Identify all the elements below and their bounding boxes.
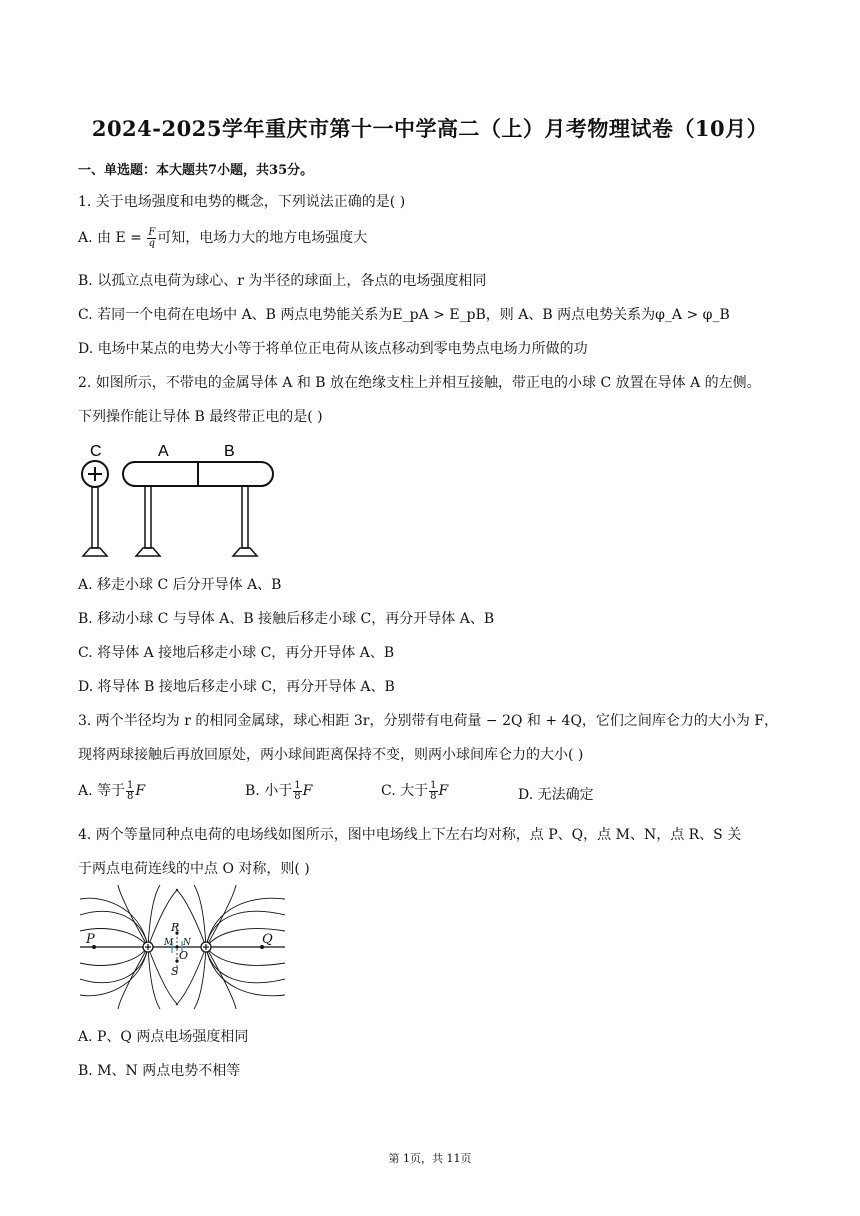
stand-b: [233, 486, 257, 556]
q3-c-frac-den: 8: [430, 790, 437, 802]
q4-option-a: A. P、Q 两点电场强度相同: [78, 1029, 249, 1045]
fig-label-b: B: [224, 443, 235, 460]
fig-label-a: A: [158, 443, 169, 460]
section-heading: 一、单选题：本大题共7小题，共35分。: [78, 163, 314, 178]
q3-a-frac-num: 1: [127, 779, 134, 791]
q4-stem-line2: 于两点电荷连线的中点 O 对称，则( ): [78, 861, 310, 877]
label-s: S: [171, 965, 179, 978]
q3-option-d: D. 无法确定: [518, 787, 594, 803]
q3-a-fraction: [126, 781, 134, 802]
q3-b-fraction: [293, 781, 301, 802]
q1-option-a-prefix: A. 由 E =: [78, 230, 147, 246]
stand-a: [136, 486, 160, 556]
q3-b-frac-num: 1: [294, 779, 301, 791]
q4-stem-line1: 4. 两个等量同种点电荷的电场线如图所示，图中电场线上下左右均对称，点 P、Q，点 M、N，点 R、S 关: [78, 827, 742, 843]
q2-option-c: C. 将导体 A 接地后移走小球 C，再分开导体 A、B: [78, 645, 395, 661]
q1-frac-num: F: [148, 226, 156, 238]
q2-option-d: D. 将导体 B 接地后移走小球 C，再分开导体 A、B: [78, 679, 395, 695]
q3-option-b-prefix: B. 小于: [245, 783, 293, 799]
q1-option-b: B. 以孤立点电荷为球心、r 为半径的球面上，各点的电场强度相同: [78, 273, 487, 289]
q1-stem: 1. 关于电场强度和电势的概念，下列说法正确的是( ): [78, 194, 406, 210]
stand-c: [83, 487, 107, 556]
q1-option-a-suffix: 可知，电场力大的地方电场强度大: [157, 230, 368, 246]
q1-option-d: D. 电场中某点的电势大小等于将单位正电荷从该点移动到零电势点电场力所做的功: [78, 341, 588, 357]
label-n: N: [183, 938, 191, 948]
q4-option-b: B. M、N 两点电势不相等: [78, 1063, 241, 1079]
label-o: O: [179, 949, 189, 962]
label-q: Q: [262, 932, 273, 947]
q2-conductor-figure: [78, 438, 278, 562]
page-title: 2024-2025学年重庆市第十一中学高二（上）月考物理试卷（10月）: [91, 116, 769, 141]
q3-stem-line2: 现将两球接触后再放回原处，两小球间距离保持不变，则两小球间库仑力的大小( ): [78, 747, 584, 763]
q2-stem-line2: 下列操作能让导体 B 最终带正电的是( ): [78, 409, 323, 425]
page-footer: 第 1页，共 11页: [388, 1152, 472, 1165]
q3-c-force: F: [438, 783, 449, 799]
label-p: P: [86, 932, 95, 947]
q1-option-c: C. 若同一个电荷在电场中 A、B 两点电势能关系为E_pA > E_pB，则 A、B 两点电势关系为φ_A > φ_B: [78, 307, 730, 323]
q3-c-frac-num: 1: [430, 779, 437, 791]
q1-fraction: [147, 228, 156, 249]
q2-option-a: A. 移走小球 C 后分开导体 A、B: [78, 577, 282, 593]
q2-stem-line1: 2. 如图所示，不带电的金属导体 A 和 B 放在绝缘支柱上并相互接触，带正电的小球 C 放置在导体 A 的左侧。: [78, 375, 761, 391]
q3-option-a: [78, 780, 145, 802]
q3-option-c-prefix: C. 大于: [381, 783, 429, 799]
q3-option-b: [245, 780, 312, 802]
q3-b-force: F: [302, 783, 313, 799]
q3-a-frac-den: 8: [127, 790, 134, 802]
q3-stem-line1: 3. 两个半径均为 r 的相同金属球，球心相距 3r，分别带有电荷量 − 2Q 和 + 4Q，它们之间库仑力的大小为 F，: [78, 713, 779, 729]
q3-a-force: F: [135, 783, 146, 799]
q3-option-c: [381, 780, 448, 802]
label-r: R: [171, 921, 180, 934]
label-m: M: [164, 938, 174, 948]
q1-option-a: [78, 227, 367, 249]
fig-label-c: C: [90, 443, 102, 460]
q3-c-fraction: [429, 781, 437, 802]
q1-frac-den: q: [148, 237, 155, 249]
q3-option-a-prefix: A. 等于: [78, 783, 126, 799]
q3-b-frac-den: 8: [294, 790, 301, 802]
q2-option-b: B. 移动小球 C 与导体 A、B 接触后移走小球 C，再分开导体 A、B: [78, 611, 495, 627]
q4-field-lines-figure: [80, 885, 285, 1013]
